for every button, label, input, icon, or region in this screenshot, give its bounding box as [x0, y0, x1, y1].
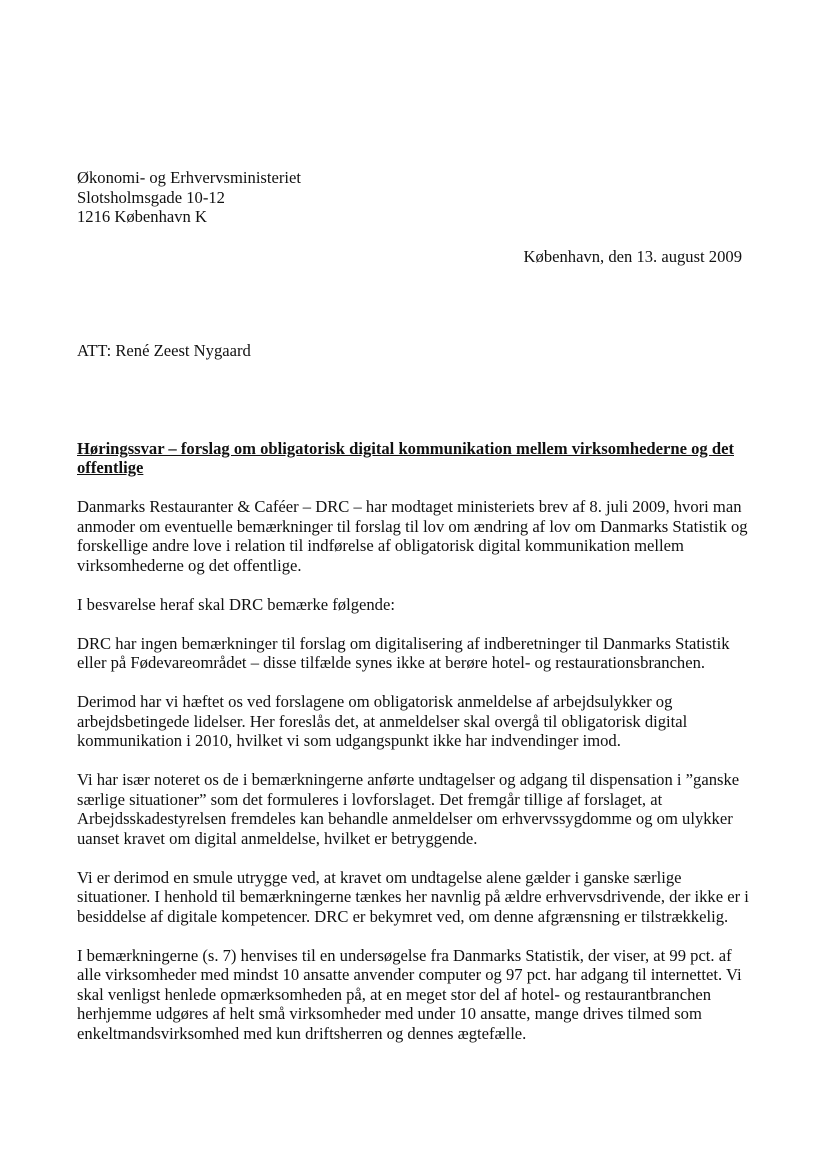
recipient-street: Slotsholmsgade 10-12	[77, 187, 225, 207]
body-paragraph: I bemærkningerne (s. 7) henvises til en undersøgelse fra Danmarks Statistik, der viser, at 99 pct. af alle virksomheder med mindst 10 ansatte anvender computer og 97 pct. har adgang til internettet. Vi skal venligst henlede opmærksomheden på, at en meget stor del af hotel- og restaurantbranchen herhjemme udgøres af helt små virksomheder med under 10 ansatte, mange drives tilmed som enkeltmandsvirksomhed med kun driftsherren og dennes ægtefælle.	[77, 945, 742, 1043]
letter-body	[77, 497, 749, 1063]
letter-subject: Høringssvar – forslag om obligatorisk digital kommunikation mellem virksomhederne og det offentlige	[77, 439, 734, 477]
body-paragraph: I besvarelse heraf skal DRC bemærke følgende:	[77, 594, 395, 614]
letter-date: København, den 13. august 2009	[523, 247, 742, 266]
body-paragraph: Vi har især noteret os de i bemærkningerne anførte undtagelser og adgang til dispensation i ”ganske særlige situationer” som det formuleres i lovforslaget. Det fremgår tillige af forslaget, at Arbejdsskadestyrelsen fremdeles kan behandle anmeldelser om erhvervssygdomme og om ulykker uanset kravet om digital anmeldelse, hvilket er betryggende.	[77, 770, 740, 848]
body-paragraph: Derimod har vi hæftet os ved forslagene om obligatorisk anmeldelse af arbejdsulykker og arbejdsbetingede lidelser. Her foreslås det, at anmeldelser skal overgå til obligatorisk digital kommunikation i 2010, hvilket vi som udgangspunkt ikke har indvendinger imod.	[77, 692, 688, 750]
attention-line: ATT: René Zeest Nygaard	[77, 341, 251, 360]
body-paragraph: Danmarks Restauranter & Caféer – DRC – har modtaget ministeriets brev af 8. juli 2009, hvori man anmoder om eventuelle bemærkninger til forslag til lov om ændring af lov om Danmarks Statistik og forskellige andre love i relation til indførelse af obligatorisk digital kommunikation mellem virksomhederne og det offentlige.	[77, 497, 748, 575]
body-paragraph: DRC har ingen bemærkninger til forslag om digitalisering af indberetninger til Danmarks Statistik eller på Fødevareområdet – disse tilfælde synes ikke at berøre hotel- og restaurationsbranchen.	[77, 633, 730, 672]
recipient-name: Økonomi- og Erhvervsministeriet	[77, 168, 301, 187]
body-paragraph: Vi er derimod en smule utrygge ved, at kravet om undtagelse alene gælder i ganske særlige situationer. I henhold til bemærkningerne tænkes her navnlig på ældre erhvervsdrivende, der ikke er i besiddelse af digitale kompetencer. DRC er bekymret ved, om denne afgrænsning er tilstrækkelig.	[77, 867, 749, 926]
recipient-city: 1216 København K	[77, 207, 207, 226]
recipient-address	[77, 168, 301, 227]
